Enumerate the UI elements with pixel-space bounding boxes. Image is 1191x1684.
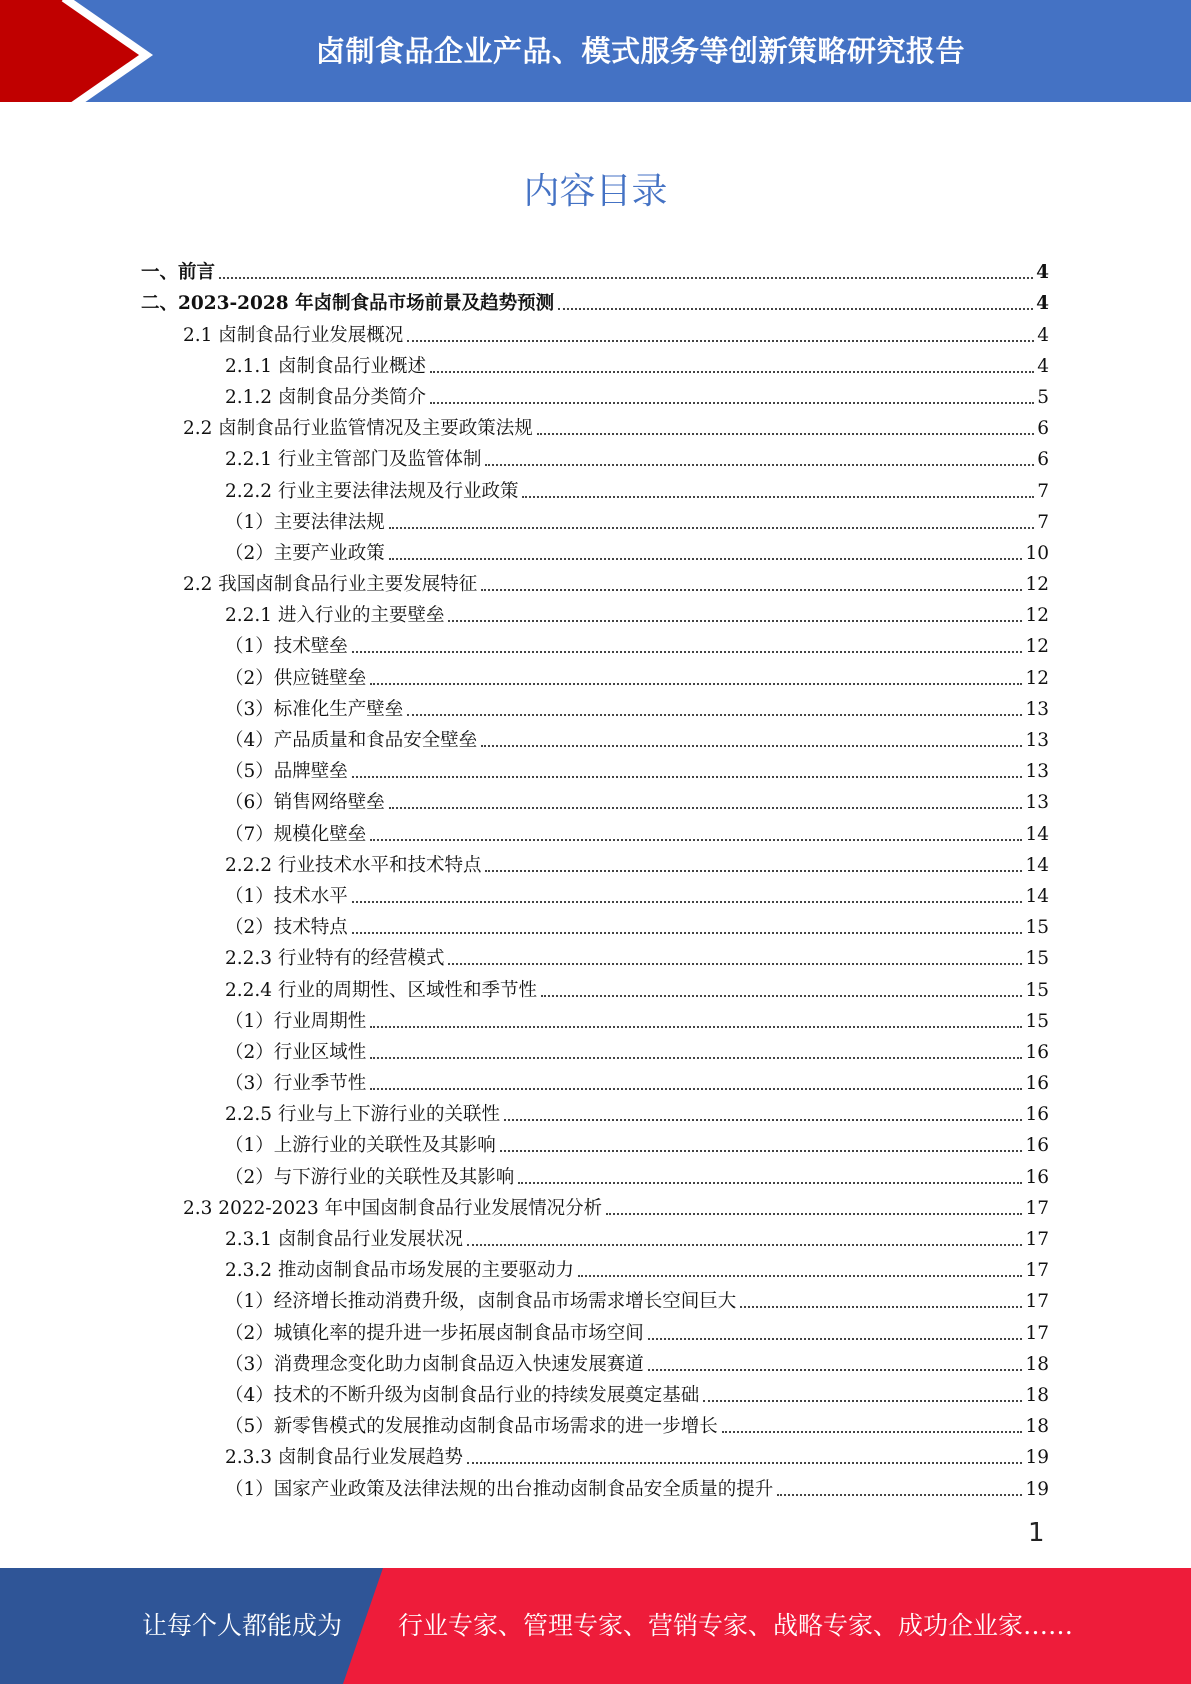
toc-entry-page: 14 bbox=[1025, 885, 1049, 907]
toc-leader-dots bbox=[722, 1431, 1023, 1433]
toc-entry[interactable] bbox=[141, 597, 1049, 628]
toc-entry-page: 4 bbox=[1036, 293, 1049, 315]
toc-entry[interactable] bbox=[141, 1408, 1049, 1439]
toc-entry-page: 4 bbox=[1037, 324, 1049, 346]
toc-entry[interactable] bbox=[141, 410, 1049, 441]
toc-entry-label: （1）国家产业政策及法律法规的出台推动卤制食品安全质量的提升 bbox=[225, 1478, 774, 1500]
toc-leader-dots bbox=[777, 1494, 1022, 1496]
toc-entry-label: 2.2.3 行业特有的经营模式 bbox=[225, 948, 445, 970]
toc-entry-label: 2.2.1 进入行业的主要壁垒 bbox=[225, 605, 445, 627]
toc-entry-label: （2）技术特点 bbox=[225, 917, 348, 939]
toc-entry-page: 4 bbox=[1036, 262, 1049, 284]
toc-entry[interactable] bbox=[141, 472, 1049, 503]
toc-leader-dots bbox=[606, 1213, 1022, 1215]
toc-entry[interactable] bbox=[141, 1470, 1049, 1501]
toc-entry-page: 13 bbox=[1025, 761, 1049, 783]
toc-entry-label: 一、前言 bbox=[141, 262, 216, 284]
toc-entry-page: 13 bbox=[1025, 698, 1049, 720]
toc-leader-dots bbox=[352, 651, 1023, 653]
toc-entry[interactable] bbox=[141, 722, 1049, 753]
toc-leader-dots bbox=[430, 402, 1034, 404]
toc-leader-dots bbox=[504, 1119, 1022, 1121]
toc-leader-dots bbox=[558, 308, 1033, 310]
toc-entry[interactable] bbox=[141, 1096, 1049, 1127]
toc-leader-dots bbox=[541, 995, 1022, 997]
toc-entry-label: 2.3.1 卤制食品行业发展状况 bbox=[225, 1229, 463, 1250]
toc-leader-dots bbox=[500, 1150, 1023, 1152]
toc-entry-label: 2.1 卤制食品行业发展概况 bbox=[183, 324, 404, 346]
toc-entry[interactable] bbox=[141, 254, 1049, 285]
toc-entry-label: （2）与下游行业的关联性及其影响 bbox=[225, 1166, 515, 1188]
toc-entry-label: 2.2.1 行业主管部门及监管体制 bbox=[225, 449, 482, 471]
toc-entry-page: 10 bbox=[1025, 542, 1049, 564]
toc-entry-page: 14 bbox=[1025, 823, 1049, 845]
toc-entry-label: （1）技术水平 bbox=[225, 885, 348, 907]
toc-leader-dots bbox=[518, 1182, 1022, 1184]
toc-entry[interactable] bbox=[141, 784, 1049, 815]
toc-entry-page: 6 bbox=[1037, 449, 1049, 471]
toc-entry-label: 2.3 2022-2023 年中国卤制食品行业发展情况分析 bbox=[183, 1197, 603, 1219]
toc-leader-dots bbox=[648, 1338, 1023, 1340]
toc-leader-dots bbox=[703, 1400, 1022, 1402]
toc-entry-page: 19 bbox=[1025, 1478, 1049, 1500]
toc-entry[interactable] bbox=[141, 1252, 1049, 1283]
toc-leader-dots bbox=[370, 1088, 1022, 1090]
toc-entry-page: 16 bbox=[1025, 1135, 1049, 1157]
toc-entry[interactable] bbox=[141, 878, 1049, 909]
toc-entry-page: 17 bbox=[1025, 1229, 1049, 1250]
toc-entry[interactable] bbox=[141, 1314, 1049, 1345]
toc-entry-label: 二、2023-2028 年卤制食品市场前景及趋势预测 bbox=[141, 293, 555, 315]
toc-entry[interactable] bbox=[141, 1034, 1049, 1065]
toc-entry-page: 15 bbox=[1025, 917, 1049, 939]
toc-entry-label: 2.1.1 卤制食品行业概述 bbox=[225, 355, 426, 377]
toc-entry-page: 15 bbox=[1025, 1010, 1049, 1032]
toc-entry-page: 16 bbox=[1025, 1073, 1049, 1095]
toc-entry-page: 15 bbox=[1025, 979, 1049, 1001]
toc-entry[interactable] bbox=[141, 285, 1049, 316]
toc-leader-dots bbox=[407, 714, 1022, 716]
toc-entry-label: （6）销售网络壁垒 bbox=[225, 792, 385, 814]
toc-entry-label: 2.2.2 行业主要法律法规及行业政策 bbox=[225, 480, 519, 502]
toc-entry-page: 12 bbox=[1025, 605, 1049, 627]
toc-leader-dots bbox=[481, 745, 1022, 747]
report-header-bar bbox=[0, 0, 1191, 110]
toc-entry[interactable] bbox=[141, 566, 1049, 597]
toc-leader-dots bbox=[389, 527, 1034, 529]
toc-leader-dots bbox=[648, 1369, 1023, 1371]
toc-entry[interactable] bbox=[141, 1283, 1049, 1314]
table-of-contents bbox=[141, 254, 1049, 1502]
toc-leader-dots bbox=[370, 1026, 1022, 1028]
toc-leader-dots bbox=[352, 932, 1023, 934]
toc-leader-dots bbox=[467, 1462, 1022, 1464]
toc-entry[interactable] bbox=[141, 1439, 1049, 1470]
toc-leader-dots bbox=[370, 839, 1022, 841]
toc-leader-dots bbox=[448, 620, 1022, 622]
toc-entry-page: 19 bbox=[1025, 1447, 1049, 1469]
toc-entry-label: （3）行业季节性 bbox=[225, 1073, 367, 1095]
toc-entry[interactable] bbox=[141, 1127, 1049, 1158]
toc-leader-dots bbox=[430, 371, 1034, 373]
toc-entry-label: （2）供应链壁垒 bbox=[225, 667, 367, 689]
toc-leader-dots bbox=[578, 1275, 1022, 1277]
toc-entry[interactable] bbox=[141, 504, 1049, 535]
toc-entry-label: （2）主要产业政策 bbox=[225, 542, 385, 564]
toc-entry-page: 12 bbox=[1025, 667, 1049, 689]
toc-entry[interactable] bbox=[141, 1190, 1049, 1221]
toc-entry-page: 17 bbox=[1025, 1291, 1049, 1313]
toc-entry-page: 17 bbox=[1025, 1260, 1049, 1282]
toc-entry-page: 12 bbox=[1025, 636, 1049, 658]
toc-leader-dots bbox=[352, 776, 1023, 778]
toc-leader-dots bbox=[448, 963, 1022, 965]
toc-entry-label: 2.3.3 卤制食品行业发展趋势 bbox=[225, 1447, 463, 1469]
toc-entry-page: 4 bbox=[1037, 355, 1049, 377]
toc-entry-label: （3）消费理念变化助力卤制食品迈入快速发展赛道 bbox=[225, 1353, 644, 1375]
toc-entry[interactable] bbox=[141, 1377, 1049, 1408]
toc-title: 内容目录 bbox=[523, 171, 668, 212]
toc-entry-label: 2.3.2 推动卤制食品市场发展的主要驱动力 bbox=[225, 1260, 574, 1282]
toc-entry[interactable] bbox=[141, 1065, 1049, 1096]
toc-entry-label: 2.2.4 行业的周期性、区域性和季节性 bbox=[225, 979, 537, 1001]
toc-entry-page: 17 bbox=[1025, 1197, 1049, 1219]
toc-entry-label: （2）行业区域性 bbox=[225, 1041, 367, 1063]
toc-entry-label: （1）技术壁垒 bbox=[225, 636, 348, 658]
toc-leader-dots bbox=[389, 558, 1023, 560]
toc-entry-page: 13 bbox=[1025, 792, 1049, 814]
toc-entry-label: （3）标准化生产壁垒 bbox=[225, 698, 404, 720]
toc-entry[interactable] bbox=[141, 1346, 1049, 1377]
toc-leader-dots bbox=[485, 870, 1022, 872]
toc-entry[interactable] bbox=[141, 379, 1049, 410]
toc-entry-label: 2.1.2 卤制食品分类简介 bbox=[225, 386, 426, 408]
toc-entry-label: （5）新零售模式的发展推动卤制食品市场需求的进一步增长 bbox=[225, 1416, 718, 1438]
toc-entry-label: （2）城镇化率的提升进一步拓展卤制食品市场空间 bbox=[225, 1322, 644, 1344]
toc-entry[interactable] bbox=[141, 1158, 1049, 1189]
toc-entry-page: 16 bbox=[1025, 1166, 1049, 1188]
report-title: 卤制食品企业产品、模式服务等创新策略研究报告 bbox=[315, 34, 965, 68]
toc-entry-page: 18 bbox=[1025, 1384, 1049, 1406]
toc-entry-page: 7 bbox=[1037, 480, 1049, 502]
footer-banner bbox=[0, 1568, 1191, 1684]
toc-leader-dots bbox=[522, 496, 1034, 498]
toc-leader-dots bbox=[481, 589, 1022, 591]
toc-entry-page: 16 bbox=[1025, 1104, 1049, 1126]
toc-entry[interactable] bbox=[141, 628, 1049, 659]
toc-entry-label: （4）产品质量和食品安全壁垒 bbox=[225, 730, 478, 751]
toc-entry[interactable] bbox=[141, 316, 1049, 347]
toc-leader-dots bbox=[407, 340, 1034, 342]
toc-entry-page: 5 bbox=[1037, 386, 1049, 408]
toc-entry-page: 15 bbox=[1025, 948, 1049, 970]
toc-entry-label: 2.2 我国卤制食品行业主要发展特征 bbox=[183, 574, 478, 596]
toc-entry[interactable] bbox=[141, 909, 1049, 940]
toc-leader-dots bbox=[485, 464, 1034, 466]
toc-entry[interactable] bbox=[141, 971, 1049, 1002]
toc-entry-page: 6 bbox=[1037, 418, 1049, 440]
toc-entry[interactable] bbox=[141, 753, 1049, 784]
toc-entry-label: （1）主要法律法规 bbox=[225, 511, 385, 533]
toc-entry[interactable] bbox=[141, 659, 1049, 690]
toc-entry[interactable] bbox=[141, 535, 1049, 566]
toc-entry-page: 17 bbox=[1025, 1322, 1049, 1344]
toc-entry-label: （1）上游行业的关联性及其影响 bbox=[225, 1135, 496, 1157]
footer-slogan-left: 让每个人都能成为 bbox=[142, 1611, 343, 1640]
toc-entry-page: 12 bbox=[1025, 574, 1049, 596]
toc-entry[interactable] bbox=[141, 441, 1049, 472]
toc-entry-label: （4）技术的不断升级为卤制食品行业的持续发展奠定基础 bbox=[225, 1384, 700, 1406]
toc-leader-dots bbox=[389, 807, 1023, 809]
footer-slogan-right: 行业专家、管理专家、营销专家、战略专家、成功企业家…… bbox=[398, 1611, 1074, 1640]
toc-entry-label: （1）经济增长推动消费升级，卤制食品市场需求增长空间巨大 bbox=[225, 1291, 737, 1313]
toc-leader-dots bbox=[740, 1306, 1022, 1308]
toc-entry-page: 7 bbox=[1037, 511, 1049, 533]
toc-leader-dots bbox=[370, 1057, 1022, 1059]
toc-entry[interactable] bbox=[141, 847, 1049, 878]
toc-entry-label: （5）品牌壁垒 bbox=[225, 761, 348, 783]
toc-entry-page: 16 bbox=[1025, 1041, 1049, 1063]
toc-entry[interactable] bbox=[141, 348, 1049, 379]
page-number: 1 bbox=[1028, 1518, 1045, 1548]
toc-leader-dots bbox=[467, 1244, 1022, 1246]
toc-entry[interactable] bbox=[141, 691, 1049, 722]
toc-leader-dots bbox=[537, 433, 1034, 435]
toc-entry-page: 14 bbox=[1025, 854, 1049, 876]
toc-entry-label: （1）行业周期性 bbox=[225, 1010, 367, 1032]
toc-leader-dots bbox=[352, 901, 1023, 903]
toc-entry-label: 2.2.5 行业与上下游行业的关联性 bbox=[225, 1104, 500, 1126]
toc-leader-dots bbox=[370, 683, 1022, 685]
toc-entry-label: 2.2.2 行业技术水平和技术特点 bbox=[225, 854, 482, 876]
toc-leader-dots bbox=[219, 277, 1033, 279]
toc-entry[interactable] bbox=[141, 815, 1049, 846]
toc-entry[interactable] bbox=[141, 1221, 1049, 1252]
toc-entry-page: 18 bbox=[1025, 1353, 1049, 1375]
toc-entry[interactable] bbox=[141, 1003, 1049, 1034]
toc-entry[interactable] bbox=[141, 940, 1049, 971]
toc-entry-label: （7）规模化壁垒 bbox=[225, 823, 367, 845]
toc-entry-page: 18 bbox=[1025, 1416, 1049, 1438]
toc-entry-label: 2.2 卤制食品行业监管情况及主要政策法规 bbox=[183, 418, 533, 440]
toc-entry-page: 13 bbox=[1025, 730, 1049, 751]
